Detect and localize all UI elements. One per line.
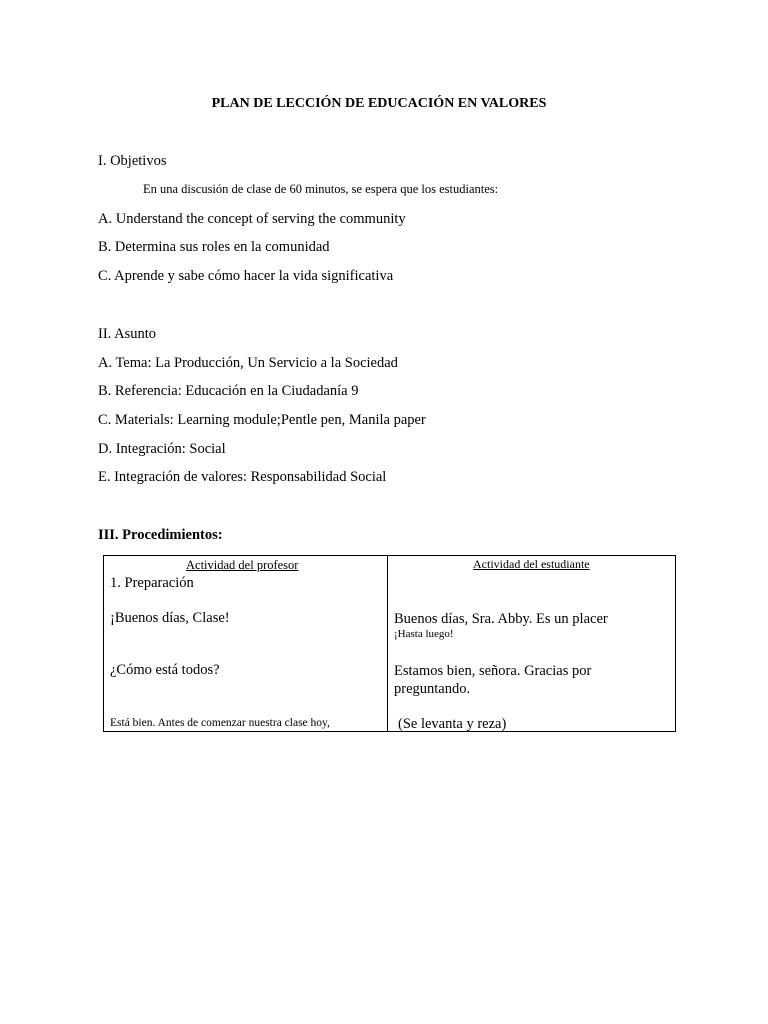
subject-item: D. Integración: Social	[98, 441, 226, 457]
procedures-table	[103, 555, 676, 732]
objective-item: C. Aprende y sabe cómo hacer la vida significativa	[98, 268, 394, 284]
subject-item: B. Referencia: Educación en la Ciudadanía 9	[98, 383, 359, 399]
procedures-heading: III. Procedimientos:	[98, 527, 223, 543]
column-divider	[387, 556, 388, 731]
teacher-question: ¿Cómo está todos?	[110, 662, 220, 678]
objectives-intro: En una discusión de clase de 60 minutos, se espera que los estudiantes:	[143, 182, 499, 196]
objectives-heading: I. Objetivos	[98, 153, 167, 169]
student-greeting: Buenos días, Sra. Abby. Es un placer	[394, 611, 608, 627]
objective-item: B. Determina sus roles en la comunidad	[98, 239, 330, 255]
subject-item: E. Integración de valores: Responsabilidad Social	[98, 469, 387, 485]
document-title: PLAN DE LECCIÓN DE EDUCACIÓN EN VALORES	[211, 96, 547, 111]
student-response: Estamos bien, señora. Gracias por preguntando.	[394, 663, 592, 697]
teacher-preparation: 1. Preparación	[110, 575, 194, 591]
subject-item: A. Tema: La Producción, Un Servicio a la Sociedad	[98, 355, 398, 371]
subject-item: C. Materials: Learning module;Pentle pen, Manila paper	[98, 412, 426, 428]
subject-heading: II. Asunto	[98, 326, 156, 342]
student-column-header: Actividad del estudiante	[473, 557, 590, 571]
objective-item: A. Understand the concept of serving the community	[98, 211, 406, 227]
student-see-you: ¡Hasta luego!	[394, 628, 454, 640]
student-action: (Se levanta y reza)	[398, 716, 507, 732]
teacher-column-header: Actividad del profesor	[186, 558, 299, 572]
teacher-continue: Está bien. Antes de comenzar nuestra clase hoy,	[110, 717, 330, 729]
teacher-greeting: ¡Buenos días, Clase!	[110, 610, 230, 626]
